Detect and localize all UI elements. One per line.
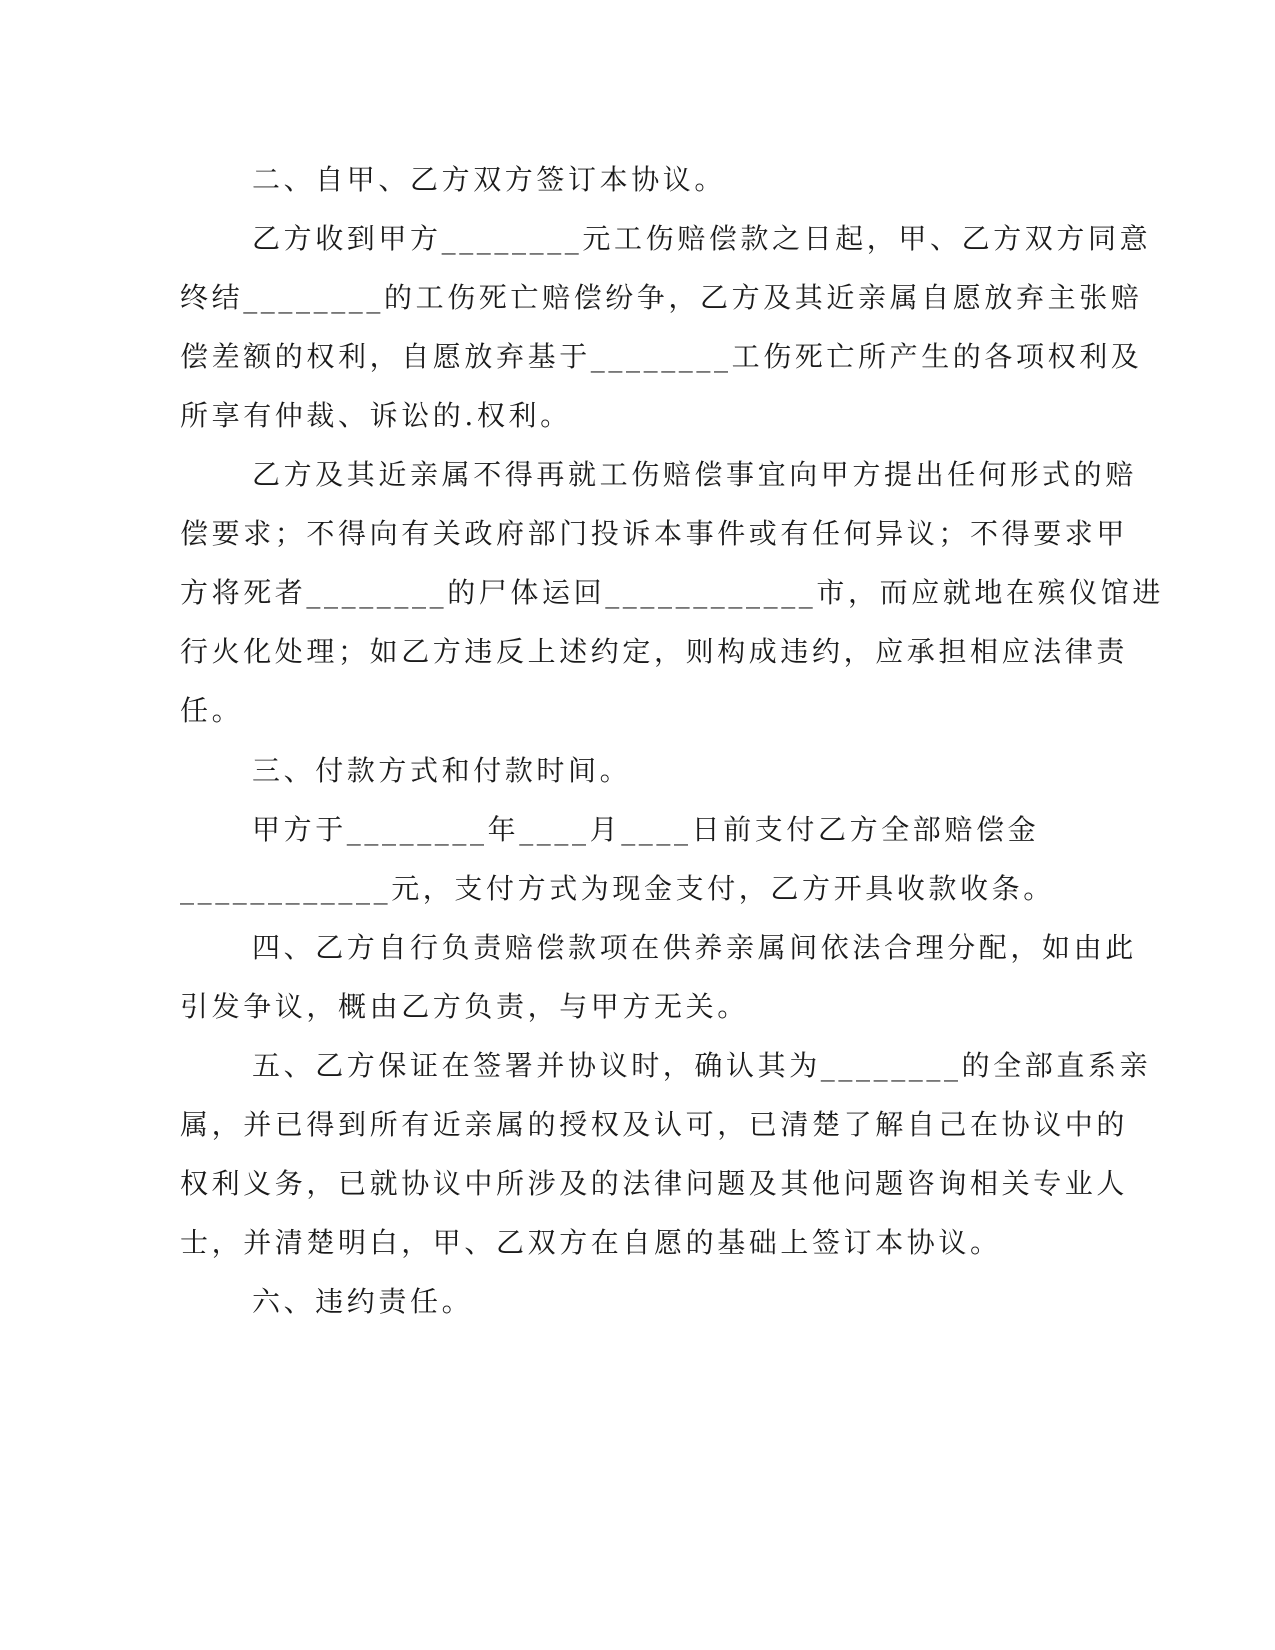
paragraph-line: 乙方收到甲方________元工伤赔偿款之日起，甲、乙方双方同意 xyxy=(252,222,1152,255)
paragraph-line: 任。 xyxy=(180,694,244,727)
paragraph-line: 甲方于________年____月____日前支付乙方全部赔偿金 xyxy=(252,813,1040,846)
section-heading-6: 六、违约责任。 xyxy=(252,1285,474,1318)
paragraph-line: 士，并清楚明白，甲、乙双方在自愿的基础上签订本协议。 xyxy=(180,1226,1002,1259)
paragraph-line: 乙方及其近亲属不得再就工伤赔偿事宜向甲方提出任何形式的赔 xyxy=(252,458,1137,491)
paragraph-line: ____________元，支付方式为现金支付，乙方开具收款收条。 xyxy=(180,872,1055,905)
section-4-line: 四、乙方自行负责赔偿款项在供养亲属间依法合理分配，如由此 xyxy=(252,931,1137,964)
paragraph-line: 权利义务，已就协议中所涉及的法律问题及其他问题咨询相关专业人 xyxy=(180,1167,1129,1200)
paragraph-line: 方将死者________的尸体运回____________市，而应就地在殡仪馆进 xyxy=(180,576,1165,609)
section-5-line: 五、乙方保证在签署并协议时，确认其为________的全部直系亲 xyxy=(252,1049,1152,1082)
section-heading-2: 二、自甲、乙方双方签订本协议。 xyxy=(252,163,727,196)
paragraph-line: 所享有仲裁、诉讼的.权利。 xyxy=(180,399,572,432)
paragraph-line: 行火化处理；如乙方违反上述约定，则构成违约，应承担相应法律责 xyxy=(180,635,1129,668)
paragraph-line: 偿差额的权利，自愿放弃基于________工伤死亡所产生的各项权利及 xyxy=(180,340,1143,373)
section-heading-3: 三、付款方式和付款时间。 xyxy=(252,754,632,787)
paragraph-line: 引发争议，概由乙方负责，与甲方无关。 xyxy=(180,990,749,1023)
paragraph-line: 属，并已得到所有近亲属的授权及认可，已清楚了解自己在协议中的 xyxy=(180,1108,1129,1141)
paragraph-line: 偿要求；不得向有关政府部门投诉本事件或有任何异议；不得要求甲 xyxy=(180,517,1129,550)
paragraph-line: 终结________的工伤死亡赔偿纷争，乙方及其近亲属自愿放弃主张赔 xyxy=(180,281,1143,314)
